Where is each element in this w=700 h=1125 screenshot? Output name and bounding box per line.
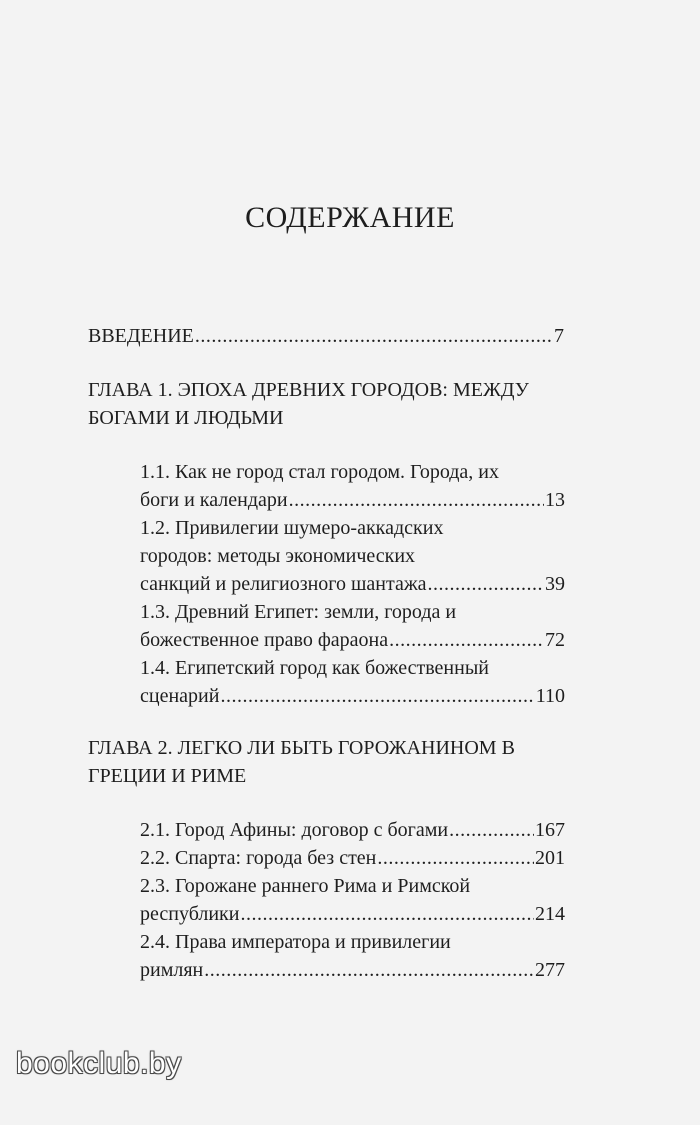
dot-leader xyxy=(428,570,544,598)
page-number: 72 xyxy=(545,629,565,651)
toc-section-1-2[interactable] xyxy=(140,514,565,598)
chapter-heading-line: БОГАМИ И ЛЮДЬМИ xyxy=(88,407,284,429)
section-line: городов: методы экономических xyxy=(140,545,416,567)
section-line: 1.3. Древний Египет: земли, города и xyxy=(140,601,457,623)
toc-section-2-4[interactable] xyxy=(140,928,565,984)
chapter-heading-line: ГЛАВА 1. ЭПОХА ДРЕВНИХ ГОРОДОВ: МЕЖДУ xyxy=(88,379,529,401)
chapter-heading-line: ГЛАВА 2. ЛЕГКО ЛИ БЫТЬ ГОРОЖАНИНОМ В xyxy=(88,737,515,759)
chapter-2-heading[interactable] xyxy=(88,734,568,790)
page-number: 39 xyxy=(545,573,565,595)
dot-leader xyxy=(220,682,534,710)
page-number: 110 xyxy=(535,685,565,707)
toc-section-2-1[interactable] xyxy=(140,816,565,844)
section-line: сценарий xyxy=(140,685,220,707)
section-line: божественное право фараона xyxy=(140,629,389,651)
toc-entry-label: ВВЕДЕНИЕ xyxy=(88,325,194,347)
section-line: санкций и религиозного шантажа xyxy=(140,573,427,595)
section-line: 2.2. Спарта: города без стен xyxy=(140,847,377,869)
watermark-logo: bookclub.by xyxy=(16,1047,182,1080)
dot-leader xyxy=(377,844,534,872)
section-line: 1.4. Египетский город как божественный xyxy=(140,657,489,679)
dot-leader xyxy=(289,486,544,514)
dot-leader xyxy=(449,816,534,844)
section-line: 2.4. Права императора и привилегии xyxy=(140,931,451,953)
chapter-1-heading[interactable] xyxy=(88,376,568,432)
dot-leader xyxy=(204,956,534,984)
page-title: СОДЕРЖАНИЕ xyxy=(245,201,455,234)
section-line: римлян xyxy=(140,959,204,981)
section-line: 2.1. Город Афины: договор с богами xyxy=(140,819,449,841)
page-number: 7 xyxy=(554,325,564,347)
toc-section-2-2[interactable] xyxy=(140,844,565,872)
page-number: 214 xyxy=(535,903,565,925)
dot-leader xyxy=(240,900,534,928)
toc-section-1-1[interactable] xyxy=(140,458,565,514)
toc-section-1-3[interactable] xyxy=(140,598,565,654)
dot-leader xyxy=(195,322,553,350)
chapter-heading-line: ГРЕЦИИ И РИМЕ xyxy=(88,765,247,787)
page-number: 201 xyxy=(535,847,565,869)
dot-leader xyxy=(389,626,544,654)
toc-section-2-3[interactable] xyxy=(140,872,565,928)
page-number: 277 xyxy=(535,959,565,981)
page-number: 167 xyxy=(535,819,565,841)
section-line: 1.2. Привилегии шумеро-аккадских xyxy=(140,517,444,539)
section-line: республики xyxy=(140,903,240,925)
toc-section-1-4[interactable] xyxy=(140,654,565,710)
section-line: боги и календари xyxy=(140,489,288,511)
page-number: 13 xyxy=(545,489,565,511)
toc-entry-intro[interactable] xyxy=(88,322,564,350)
section-line: 2.3. Горожане раннего Рима и Римской xyxy=(140,875,471,897)
section-line: 1.1. Как не город стал городом. Города, их xyxy=(140,461,500,483)
